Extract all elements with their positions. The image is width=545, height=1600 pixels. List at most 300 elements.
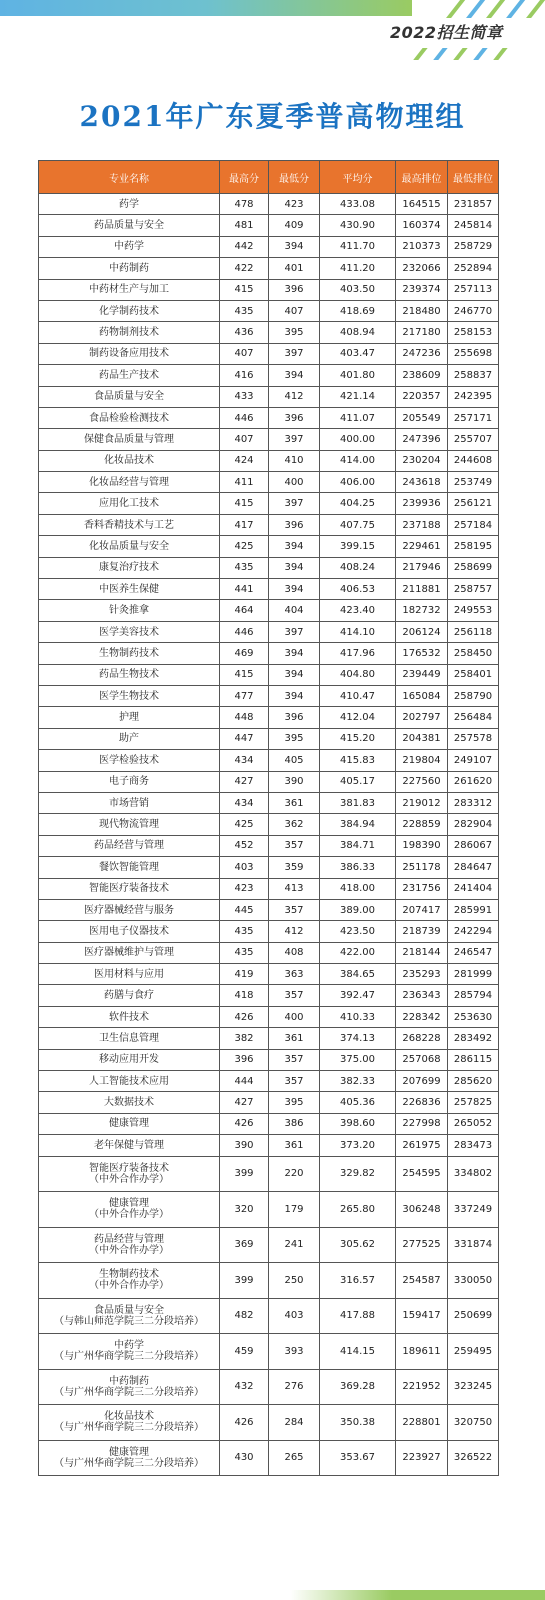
score-cell: 390 <box>269 771 320 792</box>
score-cell: 400 <box>269 1006 320 1027</box>
score-cell: 410.47 <box>320 685 396 706</box>
major-name-cell: 药品生产技术 <box>39 365 220 386</box>
score-cell: 228859 <box>396 814 448 835</box>
score-cell: 396 <box>269 514 320 535</box>
score-cell: 231857 <box>448 194 499 215</box>
score-cell: 228342 <box>396 1006 448 1027</box>
score-cell: 229461 <box>396 536 448 557</box>
score-cell: 357 <box>269 899 320 920</box>
table-row <box>39 579 499 600</box>
table-row <box>39 557 499 578</box>
major-name-cell <box>39 1440 220 1476</box>
score-cell: 220357 <box>396 386 448 407</box>
major-name-cell: 医学检验技术 <box>39 750 220 771</box>
major-note: （中外合作办学） <box>89 1244 169 1256</box>
bottom-accent-bar <box>290 1590 545 1600</box>
score-cell: 334802 <box>448 1156 499 1192</box>
score-cell: 217946 <box>396 557 448 578</box>
score-cell: 403 <box>220 857 269 878</box>
score-cell: 239449 <box>396 664 448 685</box>
score-cell: 384.65 <box>320 964 396 985</box>
score-cell: 257113 <box>448 279 499 300</box>
table-row <box>39 942 499 963</box>
score-cell: 361 <box>269 792 320 813</box>
score-cell: 182732 <box>396 600 448 621</box>
score-cell: 409 <box>269 215 320 236</box>
score-cell: 384.71 <box>320 835 396 856</box>
score-cell: 464 <box>220 600 269 621</box>
score-cell: 245814 <box>448 215 499 236</box>
score-cell: 251178 <box>396 857 448 878</box>
score-cell: 433.08 <box>320 194 396 215</box>
major-name-cell <box>39 1298 220 1334</box>
score-cell: 416 <box>220 365 269 386</box>
major-name-cell: 中医养生保健 <box>39 579 220 600</box>
major-name: 药品经营与管理 <box>94 1233 164 1245</box>
score-cell: 482 <box>220 1298 269 1334</box>
score-cell: 246547 <box>448 942 499 963</box>
major-name-cell: 化妆品质量与安全 <box>39 536 220 557</box>
score-cell: 478 <box>220 194 269 215</box>
major-name-cell: 卫生信息管理 <box>39 1028 220 1049</box>
score-cell: 277525 <box>396 1227 448 1263</box>
score-cell: 258757 <box>448 579 499 600</box>
score-cell: 259495 <box>448 1334 499 1370</box>
score-cell: 258401 <box>448 664 499 685</box>
table-row <box>39 1334 499 1370</box>
score-cell: 246770 <box>448 300 499 321</box>
scores-table <box>38 160 499 1476</box>
table-row <box>39 728 499 749</box>
score-cell: 227560 <box>396 771 448 792</box>
table-row <box>39 685 499 706</box>
score-cell: 435 <box>220 557 269 578</box>
score-cell: 179 <box>269 1192 320 1228</box>
major-name-cell: 应用化工技术 <box>39 493 220 514</box>
score-cell: 282904 <box>448 814 499 835</box>
score-cell: 357 <box>269 985 320 1006</box>
score-cell: 446 <box>220 407 269 428</box>
table-row <box>39 1405 499 1441</box>
score-cell: 160374 <box>396 215 448 236</box>
major-name-cell: 护理 <box>39 707 220 728</box>
major-name-cell <box>39 1192 220 1228</box>
score-cell: 481 <box>220 215 269 236</box>
score-cell: 415.83 <box>320 750 396 771</box>
score-cell: 395 <box>269 728 320 749</box>
major-name-cell: 医学生物技术 <box>39 685 220 706</box>
score-cell: 247396 <box>396 429 448 450</box>
score-cell: 281999 <box>448 964 499 985</box>
table-row <box>39 236 499 257</box>
score-cell: 256118 <box>448 621 499 642</box>
score-cell: 406.53 <box>320 579 396 600</box>
major-name: 中药制药 <box>109 1375 149 1387</box>
score-cell: 412.04 <box>320 707 396 728</box>
score-cell: 359 <box>269 857 320 878</box>
score-cell: 396 <box>269 407 320 428</box>
score-cell: 415.20 <box>320 728 396 749</box>
column-header: 平均分 <box>320 161 396 194</box>
table-row <box>39 707 499 728</box>
score-cell: 459 <box>220 1334 269 1370</box>
score-cell: 255707 <box>448 429 499 450</box>
major-name-cell: 智能医疗装备技术 <box>39 878 220 899</box>
score-cell: 410 <box>269 450 320 471</box>
table-row <box>39 450 499 471</box>
table-row <box>39 600 499 621</box>
table-row <box>39 664 499 685</box>
score-cell: 381.83 <box>320 792 396 813</box>
top-accent-bar <box>0 0 412 16</box>
table-row <box>39 792 499 813</box>
score-cell: 205549 <box>396 407 448 428</box>
score-cell: 397 <box>269 343 320 364</box>
score-cell: 426 <box>220 1113 269 1134</box>
column-header: 最高排位 <box>396 161 448 194</box>
score-cell: 448 <box>220 707 269 728</box>
major-name-cell: 中药学 <box>39 236 220 257</box>
score-cell: 306248 <box>396 1192 448 1228</box>
table-row <box>39 1298 499 1334</box>
score-cell: 257068 <box>396 1049 448 1070</box>
major-name-cell: 食品质量与安全 <box>39 386 220 407</box>
score-cell: 350.38 <box>320 1405 396 1441</box>
score-cell: 407 <box>220 343 269 364</box>
table-body <box>39 194 499 1476</box>
score-cell: 423.40 <box>320 600 396 621</box>
score-cell: 258837 <box>448 365 499 386</box>
score-cell: 276 <box>269 1369 320 1405</box>
table-row <box>39 279 499 300</box>
score-cell: 394 <box>269 236 320 257</box>
table-row <box>39 493 499 514</box>
score-cell: 434 <box>220 792 269 813</box>
major-name-cell: 生物制药技术 <box>39 643 220 664</box>
score-cell: 413 <box>269 878 320 899</box>
score-cell: 337249 <box>448 1192 499 1228</box>
score-cell: 210373 <box>396 236 448 257</box>
score-cell: 407 <box>220 429 269 450</box>
score-cell: 382.33 <box>320 1071 396 1092</box>
table-row <box>39 194 499 215</box>
major-name-cell <box>39 1405 220 1441</box>
score-cell: 442 <box>220 236 269 257</box>
column-header: 最低分 <box>269 161 320 194</box>
score-cell: 445 <box>220 899 269 920</box>
score-cell: 414.00 <box>320 450 396 471</box>
score-cell: 357 <box>269 1049 320 1070</box>
table-row <box>39 835 499 856</box>
score-cell: 249107 <box>448 750 499 771</box>
score-cell: 244608 <box>448 450 499 471</box>
table-row <box>39 1113 499 1134</box>
score-cell: 362 <box>269 814 320 835</box>
score-cell: 396 <box>269 707 320 728</box>
score-cell: 202797 <box>396 707 448 728</box>
major-name-cell: 现代物流管理 <box>39 814 220 835</box>
major-name-cell <box>39 1263 220 1299</box>
score-cell: 424 <box>220 450 269 471</box>
score-cell: 207417 <box>396 899 448 920</box>
score-cell: 394 <box>269 365 320 386</box>
score-cell: 427 <box>220 1092 269 1113</box>
score-cell: 373.20 <box>320 1135 396 1156</box>
score-cell: 286115 <box>448 1049 499 1070</box>
score-cell: 401 <box>269 258 320 279</box>
score-cell: 411 <box>220 472 269 493</box>
score-cell: 401.80 <box>320 365 396 386</box>
score-cell: 375.00 <box>320 1049 396 1070</box>
major-name-cell: 中药制药 <box>39 258 220 279</box>
major-note: （与韩山师范学院三二分段培养） <box>54 1315 204 1327</box>
major-name: 食品质量与安全 <box>94 1304 164 1316</box>
score-cell: 417.88 <box>320 1298 396 1334</box>
table-row <box>39 407 499 428</box>
table-row <box>39 365 499 386</box>
score-cell: 159417 <box>396 1298 448 1334</box>
score-cell: 400 <box>269 472 320 493</box>
score-cell: 393 <box>269 1334 320 1370</box>
score-cell: 326522 <box>448 1440 499 1476</box>
score-cell: 423 <box>220 878 269 899</box>
score-cell: 284647 <box>448 857 499 878</box>
score-cell: 258153 <box>448 322 499 343</box>
score-cell: 394 <box>269 643 320 664</box>
score-cell: 430 <box>220 1440 269 1476</box>
column-header: 最高分 <box>220 161 269 194</box>
major-name-cell: 软件技术 <box>39 1006 220 1027</box>
score-cell: 417.96 <box>320 643 396 664</box>
score-cell: 286067 <box>448 835 499 856</box>
major-note: （与广州华商学院三二分段培养） <box>54 1351 204 1363</box>
score-cell: 227998 <box>396 1113 448 1134</box>
score-cell: 232066 <box>396 258 448 279</box>
major-name-cell: 康复治疗技术 <box>39 557 220 578</box>
major-note: （中外合作办学） <box>89 1173 169 1185</box>
major-name-cell: 健康管理 <box>39 1113 220 1134</box>
score-cell: 226836 <box>396 1092 448 1113</box>
score-cell: 198390 <box>396 835 448 856</box>
score-cell: 444 <box>220 1071 269 1092</box>
score-cell: 249553 <box>448 600 499 621</box>
score-cell: 399 <box>220 1156 269 1192</box>
score-cell: 405 <box>269 750 320 771</box>
table-row <box>39 1192 499 1228</box>
score-cell: 410.33 <box>320 1006 396 1027</box>
score-cell: 398.60 <box>320 1113 396 1134</box>
score-cell: 395 <box>269 1092 320 1113</box>
score-cell: 425 <box>220 536 269 557</box>
table-row <box>39 514 499 535</box>
score-cell: 268228 <box>396 1028 448 1049</box>
table-row <box>39 750 499 771</box>
score-cell: 261975 <box>396 1135 448 1156</box>
table-row <box>39 343 499 364</box>
score-cell: 239374 <box>396 279 448 300</box>
score-cell: 242294 <box>448 921 499 942</box>
score-cell: 394 <box>269 536 320 557</box>
table-row <box>39 814 499 835</box>
column-header: 最低排位 <box>448 161 499 194</box>
score-cell: 219012 <box>396 792 448 813</box>
major-name-cell: 医疗器械经营与服务 <box>39 899 220 920</box>
score-cell: 283312 <box>448 792 499 813</box>
score-cell: 412 <box>269 386 320 407</box>
score-cell: 396 <box>269 279 320 300</box>
major-name-cell <box>39 1369 220 1405</box>
score-cell: 223927 <box>396 1440 448 1476</box>
score-cell: 394 <box>269 579 320 600</box>
major-note: （与广州华商学院三二分段培养） <box>54 1422 204 1434</box>
major-name-cell: 针灸推拿 <box>39 600 220 621</box>
score-cell: 404.25 <box>320 493 396 514</box>
score-cell: 446 <box>220 621 269 642</box>
score-cell: 426 <box>220 1006 269 1027</box>
score-cell: 257171 <box>448 407 499 428</box>
major-name-cell: 医用电子仪器技术 <box>39 921 220 942</box>
score-cell: 414.10 <box>320 621 396 642</box>
major-note: （与广州华商学院三二分段培养） <box>54 1386 204 1398</box>
score-cell: 406.00 <box>320 472 396 493</box>
score-cell: 407.75 <box>320 514 396 535</box>
major-note: （中外合作办学） <box>89 1209 169 1221</box>
table-row <box>39 1092 499 1113</box>
score-cell: 418.69 <box>320 300 396 321</box>
score-cell: 425 <box>220 814 269 835</box>
table-row <box>39 1156 499 1192</box>
score-cell: 374.13 <box>320 1028 396 1049</box>
major-name-cell: 中药材生产与加工 <box>39 279 220 300</box>
score-cell: 397 <box>269 429 320 450</box>
table-row <box>39 215 499 236</box>
score-cell: 422 <box>220 258 269 279</box>
table-row <box>39 429 499 450</box>
score-cell: 397 <box>269 621 320 642</box>
score-cell: 258450 <box>448 643 499 664</box>
score-cell: 405.36 <box>320 1092 396 1113</box>
major-name-cell <box>39 1227 220 1263</box>
score-cell: 423.50 <box>320 921 396 942</box>
score-cell: 400.00 <box>320 429 396 450</box>
score-cell: 285794 <box>448 985 499 1006</box>
table-row <box>39 985 499 1006</box>
score-cell: 417 <box>220 514 269 535</box>
score-cell: 256121 <box>448 493 499 514</box>
score-cell: 435 <box>220 942 269 963</box>
score-cell: 284 <box>269 1405 320 1441</box>
score-cell: 386 <box>269 1113 320 1134</box>
major-name: 健康管理 <box>109 1198 149 1210</box>
score-cell: 221952 <box>396 1369 448 1405</box>
score-cell: 433 <box>220 386 269 407</box>
score-cell: 218144 <box>396 942 448 963</box>
score-cell: 394 <box>269 557 320 578</box>
score-cell: 435 <box>220 921 269 942</box>
score-cell: 435 <box>220 300 269 321</box>
score-cell: 257184 <box>448 514 499 535</box>
major-name-cell: 香料香精技术与工艺 <box>39 514 220 535</box>
major-name-cell: 食品检验检测技术 <box>39 407 220 428</box>
score-cell: 408.24 <box>320 557 396 578</box>
major-name-cell: 大数据技术 <box>39 1092 220 1113</box>
major-name-cell: 药学 <box>39 194 220 215</box>
score-cell: 441 <box>220 579 269 600</box>
table-row <box>39 921 499 942</box>
score-cell: 394 <box>269 664 320 685</box>
score-cell: 323245 <box>448 1369 499 1405</box>
score-cell: 247236 <box>396 343 448 364</box>
table-row <box>39 857 499 878</box>
score-cell: 422.00 <box>320 942 396 963</box>
score-cell: 164515 <box>396 194 448 215</box>
score-cell: 396 <box>220 1049 269 1070</box>
table-header-row <box>39 161 499 194</box>
score-cell: 261620 <box>448 771 499 792</box>
table-row <box>39 1135 499 1156</box>
table-row <box>39 964 499 985</box>
score-cell: 165084 <box>396 685 448 706</box>
score-cell: 230204 <box>396 450 448 471</box>
score-cell: 477 <box>220 685 269 706</box>
score-cell: 176532 <box>396 643 448 664</box>
score-cell: 242395 <box>448 386 499 407</box>
score-cell: 265052 <box>448 1113 499 1134</box>
score-cell: 241 <box>269 1227 320 1263</box>
major-name-cell: 医用材料与应用 <box>39 964 220 985</box>
table-row <box>39 386 499 407</box>
score-cell: 236343 <box>396 985 448 1006</box>
score-cell: 330050 <box>448 1263 499 1299</box>
score-cell: 253630 <box>448 1006 499 1027</box>
score-cell: 218739 <box>396 921 448 942</box>
score-cell: 415 <box>220 664 269 685</box>
major-name-cell <box>39 1334 220 1370</box>
major-name-cell: 餐饮智能管理 <box>39 857 220 878</box>
major-name-cell: 市场营销 <box>39 792 220 813</box>
major-note: （中外合作办学） <box>89 1280 169 1292</box>
score-cell: 238609 <box>396 365 448 386</box>
score-cell: 189611 <box>396 1334 448 1370</box>
major-name-cell: 电子商务 <box>39 771 220 792</box>
score-cell: 252894 <box>448 258 499 279</box>
column-header: 专业名称 <box>39 161 220 194</box>
score-cell: 419 <box>220 964 269 985</box>
score-cell: 452 <box>220 835 269 856</box>
major-name-cell: 医疗器械维护与管理 <box>39 942 220 963</box>
table-row <box>39 1071 499 1092</box>
score-cell: 353.67 <box>320 1440 396 1476</box>
score-cell: 386.33 <box>320 857 396 878</box>
score-cell: 361 <box>269 1135 320 1156</box>
score-cell: 237188 <box>396 514 448 535</box>
score-cell: 250699 <box>448 1298 499 1334</box>
score-cell: 423 <box>269 194 320 215</box>
score-cell: 357 <box>269 1071 320 1092</box>
score-cell: 361 <box>269 1028 320 1049</box>
score-cell: 219804 <box>396 750 448 771</box>
score-cell: 283473 <box>448 1135 499 1156</box>
score-cell: 412 <box>269 921 320 942</box>
score-cell: 390 <box>220 1135 269 1156</box>
score-cell: 414.15 <box>320 1334 396 1370</box>
score-cell: 369.28 <box>320 1369 396 1405</box>
score-cell: 405.17 <box>320 771 396 792</box>
score-cell: 404.80 <box>320 664 396 685</box>
score-cell: 389.00 <box>320 899 396 920</box>
major-name-cell <box>39 1156 220 1192</box>
score-cell: 283492 <box>448 1028 499 1049</box>
